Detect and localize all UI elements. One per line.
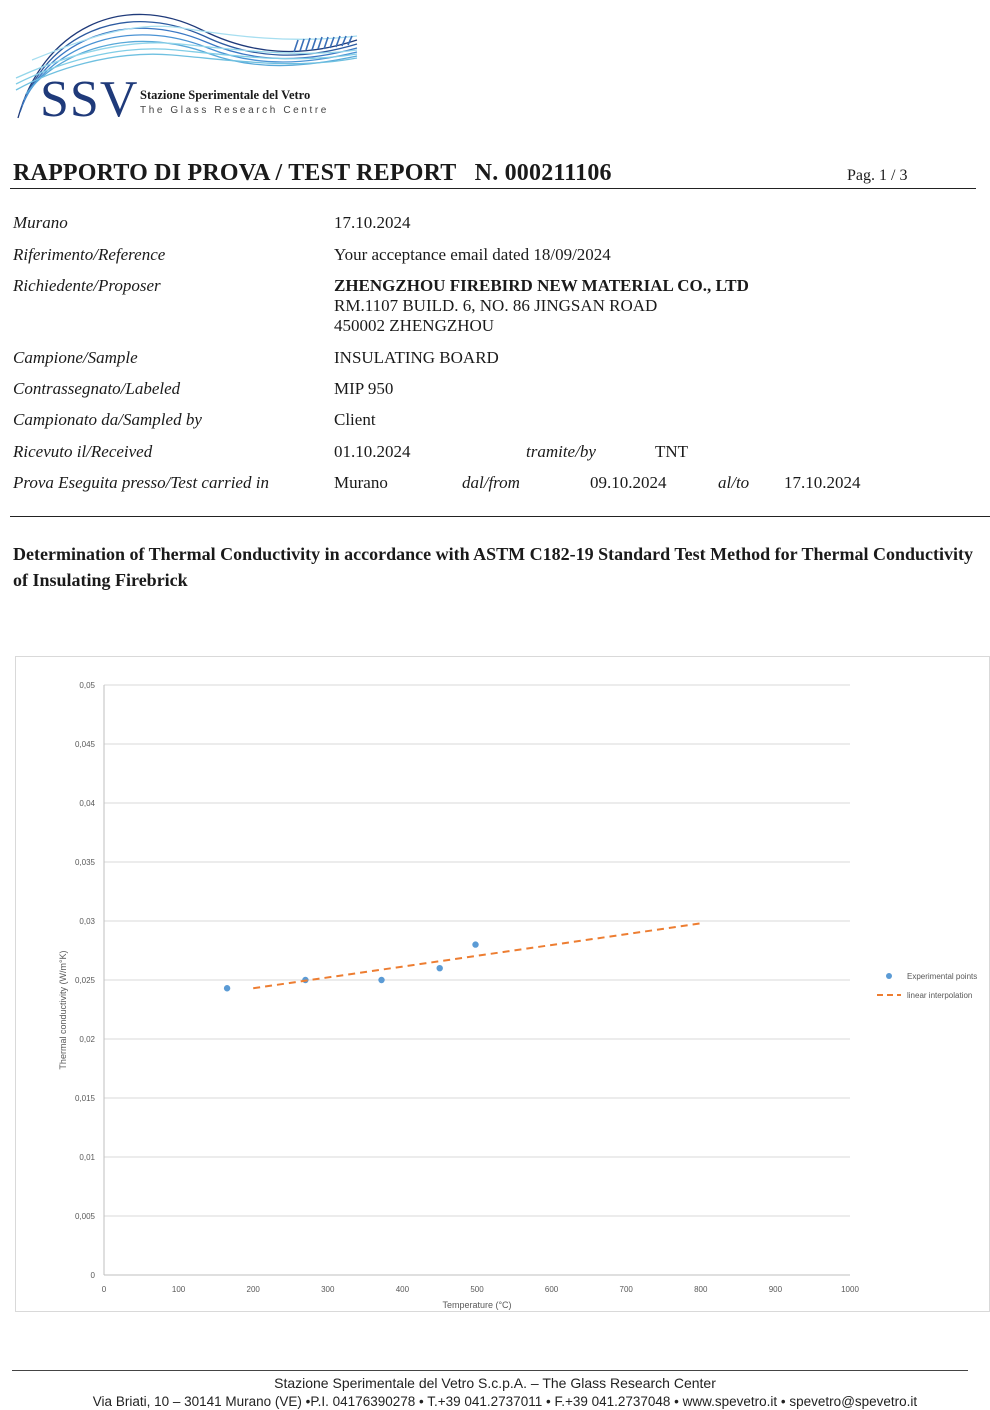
data-point [378, 977, 384, 983]
interpolation-line [253, 923, 701, 988]
legend-point-marker [886, 973, 892, 979]
received-date: 01.10.2024 [334, 442, 411, 461]
test-from-label: dal/from [462, 473, 520, 492]
footer-divider [12, 1370, 968, 1371]
y-tick-label: 0,02 [79, 1035, 95, 1044]
page-number: Pag. 1 / 3 [847, 167, 908, 184]
proposer-label: Richiedente/Proposer [13, 276, 161, 295]
data-point [224, 985, 230, 991]
place-label: Murano [13, 213, 68, 232]
test-location-label: Prova Eseguita presso/Test carried in [13, 473, 269, 492]
labeled-label: Contrassegnato/Labeled [13, 379, 181, 398]
sample-value: INSULATING BOARD [334, 348, 499, 367]
x-tick-label: 200 [246, 1285, 260, 1294]
labeled-value: MIP 950 [334, 379, 394, 398]
x-tick-label: 1000 [841, 1285, 859, 1294]
logo-subtitle: The Glass Research Centre [140, 105, 329, 116]
proposer-address-line1: RM.1107 BUILD. 6, NO. 86 JINGSAN ROAD [334, 296, 658, 315]
proposer-address-line2: 450002 ZHENGZHOU [334, 316, 495, 335]
x-tick-label: 400 [395, 1285, 410, 1294]
test-location-value: Murano [334, 473, 388, 492]
y-tick-label: 0,025 [74, 976, 95, 985]
reference-label: Riferimento/Reference [13, 245, 166, 264]
x-tick-label: 300 [321, 1285, 335, 1294]
report-title: RAPPORTO DI PROVA / TEST REPORT N. 000211106 [13, 160, 612, 186]
legend-label: linear interpolation [907, 991, 973, 1000]
y-tick-label: 0,015 [74, 1094, 95, 1103]
sampled-by-value: Client [334, 410, 376, 429]
x-tick-label: 0 [101, 1285, 107, 1294]
y-tick-label: 0,01 [79, 1153, 95, 1162]
x-tick-label: 800 [694, 1285, 708, 1294]
test-to-date: 17.10.2024 [784, 473, 861, 492]
data-point [437, 965, 443, 971]
sampled-by-label: Campionato da/Sampled by [13, 410, 202, 429]
reference-value: Your acceptance email dated 18/09/2024 [334, 245, 611, 264]
y-tick-label: 0,045 [74, 740, 95, 749]
footer-contact: Via Briati, 10 – 30141 Murano (VE) •P.I. 04176390278 • T.+39 041.2737011 • F.+39 041.2737048 • www.spevetro.it • spevetro@spevetro.it [92, 1394, 918, 1409]
sample-label: Campione/Sample [13, 348, 138, 367]
y-tick-label: 0,005 [74, 1212, 95, 1221]
y-tick-label: 0,035 [74, 858, 95, 867]
test-from-date: 09.10.2024 [590, 473, 667, 492]
footer-organization: Stazione Sperimentale del Vetro S.c.p.A. – The Glass Research Center [274, 1375, 716, 1391]
x-tick-label: 900 [768, 1285, 783, 1294]
x-tick-label: 600 [544, 1285, 559, 1294]
chart-canvas [1, 1, 990, 1410]
test-to-label: al/to [718, 473, 750, 492]
received-by-label: tramite/by [526, 442, 596, 461]
thermal-conductivity-chart [15, 656, 990, 1312]
received-by-value: TNT [655, 442, 689, 461]
y-tick-label: 0 [90, 1271, 95, 1280]
logo-abbreviation: SSV [40, 71, 139, 128]
y-axis-title: Thermal conductivity (W/m°K) [58, 950, 68, 1070]
data-point [472, 941, 478, 947]
logo-organization-name: Stazione Sperimentale del Vetro [140, 88, 311, 102]
section-title: Determination of Thermal Conductivity in accordance with ASTM C182-19 Standard Test Method for Thermal Conductivity of Insulating Firebrick [13, 544, 974, 590]
report-date: 17.10.2024 [334, 213, 411, 232]
y-tick-label: 0,03 [79, 917, 95, 926]
x-tick-label: 700 [619, 1285, 633, 1294]
legend-label: Experimental points [907, 972, 978, 981]
x-axis-title: Temperature (°C) [442, 1300, 512, 1310]
y-tick-label: 0,05 [79, 681, 95, 690]
x-tick-label: 100 [171, 1285, 186, 1294]
x-tick-label: 500 [470, 1285, 484, 1294]
received-label: Ricevuto il/Received [13, 442, 153, 461]
proposer-name: ZHENGZHOU FIREBIRD NEW MATERIAL CO., LTD [334, 276, 749, 295]
y-tick-label: 0,04 [79, 799, 95, 808]
